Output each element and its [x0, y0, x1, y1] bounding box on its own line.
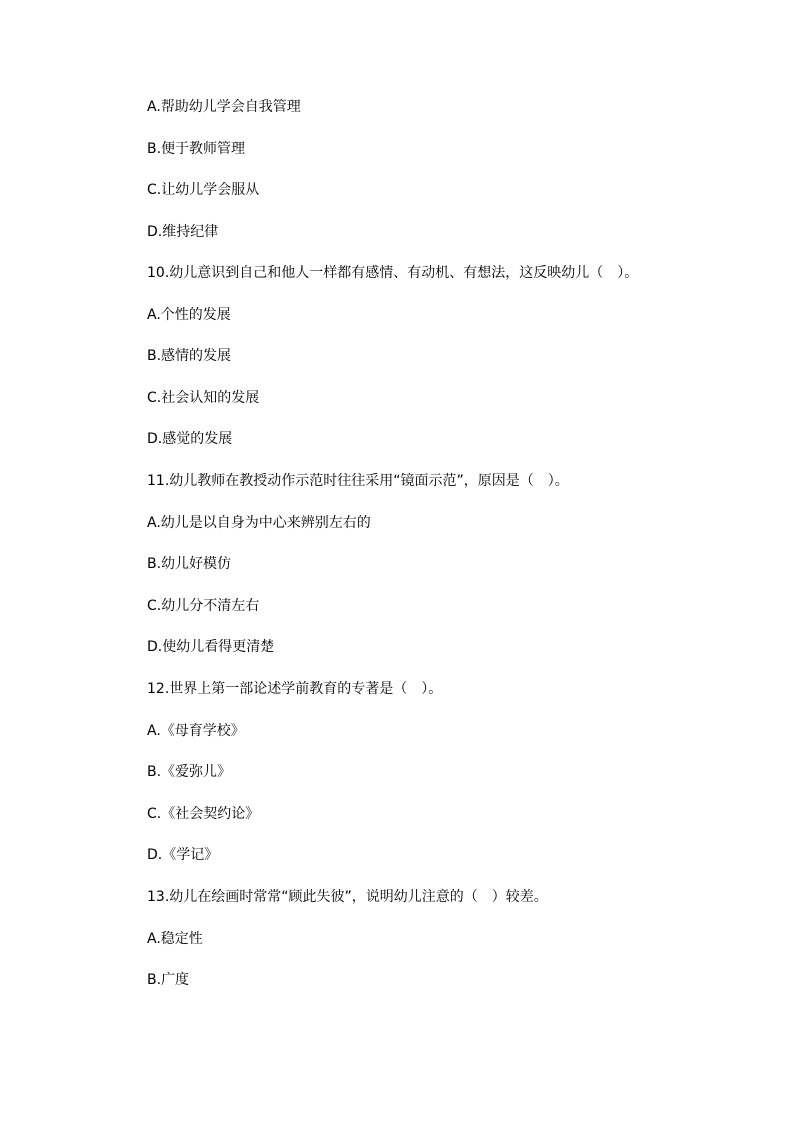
- q12-option-c: C.《社会契约论》: [147, 806, 260, 822]
- question-13: 13.幼儿在绘画时常常“顾此失彼”，说明幼儿注意的（ ）较差。: [147, 889, 548, 905]
- q10-option-d: D.感觉的发展: [147, 431, 233, 447]
- question-10: 10.幼儿意识到自己和他人一样都有感情、有动机、有想法，这反映幼儿（ ）。: [147, 265, 639, 281]
- q12-option-b: B.《爱弥儿》: [147, 764, 232, 780]
- q13-option-b: B.广度: [147, 972, 190, 988]
- q10-option-c: C.社会认知的发展: [147, 390, 260, 406]
- q13-option-a: A.稳定性: [147, 931, 203, 947]
- q9-option-b: B.便于教师管理: [147, 141, 246, 157]
- q10-option-a: A.个性的发展: [147, 307, 231, 323]
- question-12: 12.世界上第一部论述学前教育的专著是（ ）。: [147, 681, 443, 697]
- question-11: 11.幼儿教师在教授动作示范时往往采用“镜面示范”，原因是（ ）。: [147, 473, 569, 489]
- q12-option-a: A.《母育学校》: [147, 723, 245, 739]
- q11-option-b: B.幼儿好模仿: [147, 556, 232, 572]
- q11-option-c: C.幼儿分不清左右: [147, 598, 260, 614]
- q9-option-c: C.让幼儿学会服从: [147, 182, 260, 198]
- q10-option-b: B.感情的发展: [147, 348, 232, 364]
- q9-option-a: A.帮助幼儿学会自我管理: [147, 99, 301, 115]
- q9-option-d: D.维持纪律: [147, 224, 219, 240]
- q11-option-a: A.幼儿是以自身为中心来辨别左右的: [147, 515, 371, 531]
- q11-option-d: D.使幼儿看得更清楚: [147, 639, 275, 655]
- q12-option-d: D.《学记》: [147, 847, 219, 863]
